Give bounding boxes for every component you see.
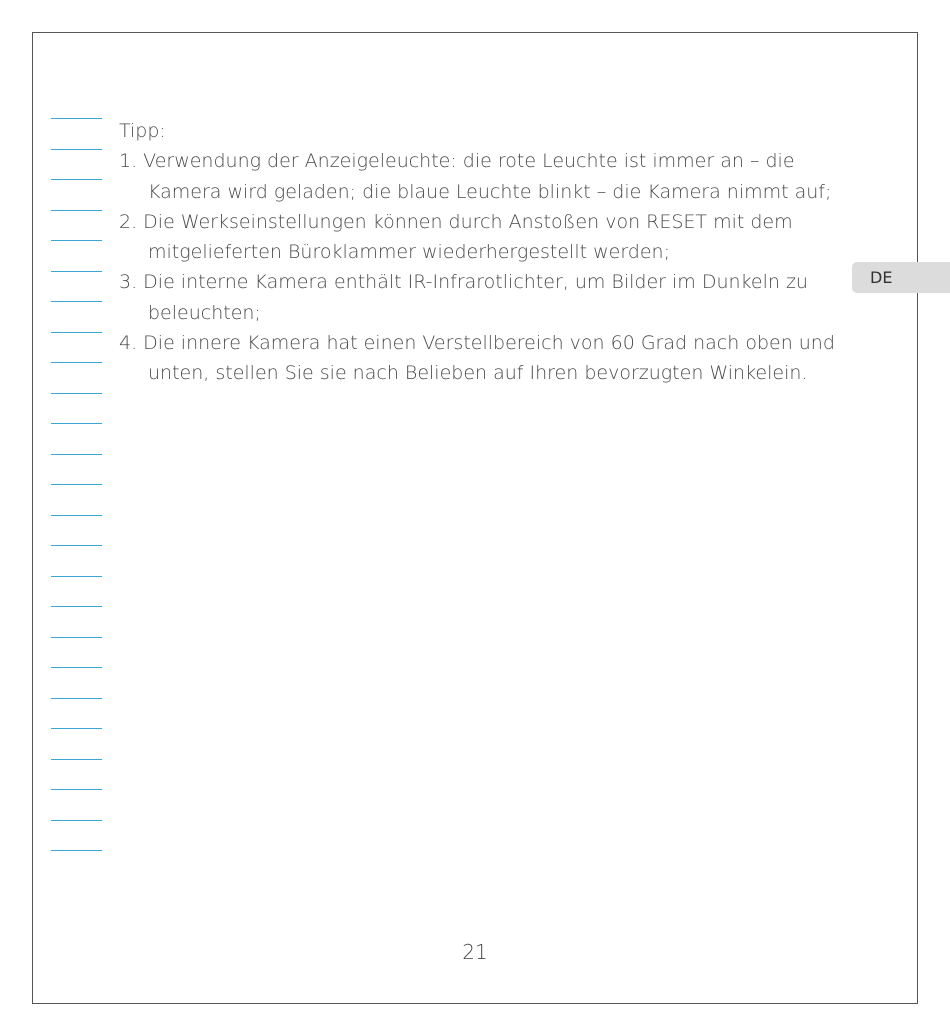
page-number: 21 bbox=[462, 940, 488, 964]
margin-rule bbox=[51, 698, 102, 699]
margin-rule bbox=[51, 423, 102, 424]
tip-item-4: 4. Die innere Kamera hat einen Verstellbereich von 60 Grad nach oben und unten, stellen Sie sie nach Belieben auf Ihren bevorzugten Winkelein. bbox=[119, 332, 835, 385]
margin-rule bbox=[51, 667, 102, 668]
margin-rule bbox=[51, 759, 102, 760]
margin-rule bbox=[51, 454, 102, 455]
margin-rule bbox=[51, 362, 102, 363]
margin-rule bbox=[51, 301, 102, 302]
margin-rule bbox=[51, 210, 102, 211]
margin-rule bbox=[51, 515, 102, 516]
margin-rule bbox=[51, 728, 102, 729]
margin-rule bbox=[51, 484, 102, 485]
margin-rule bbox=[51, 576, 102, 577]
margin-rule bbox=[51, 179, 102, 180]
margin-rule bbox=[51, 545, 102, 546]
tip-item-3: 3. Die interne Kamera enthält IR-Infrarotlichter, um Bilder im Dunkeln zu beleuchten; bbox=[119, 271, 808, 324]
margin-rule bbox=[51, 118, 102, 119]
tip-item-2: 2. Die Werkseinstellungen können durch Anstoßen von RESET mit dem mitgelieferten Büroklammer wiederhergestellt werden; bbox=[119, 210, 793, 264]
margin-rule bbox=[51, 240, 102, 241]
language-tab: DE bbox=[852, 262, 950, 293]
margin-rule bbox=[51, 606, 102, 607]
margin-rule bbox=[51, 149, 102, 150]
margin-rule bbox=[51, 332, 102, 333]
margin-rules bbox=[51, 118, 102, 881]
tip-item-1: 1. Verwendung der Anzeigeleuchte: die rote Leuchte ist immer an – die Kamera wird geladen; die blaue Leuchte blinkt – die Kamera nimmt auf; bbox=[119, 150, 832, 203]
margin-rule bbox=[51, 393, 102, 394]
margin-rule bbox=[51, 850, 102, 851]
margin-rule bbox=[51, 789, 102, 790]
margin-rule bbox=[51, 271, 102, 272]
margin-rule bbox=[51, 820, 102, 821]
tips-section bbox=[119, 116, 839, 389]
tips-heading: Tipp: bbox=[119, 120, 166, 142]
margin-rule bbox=[51, 637, 102, 638]
